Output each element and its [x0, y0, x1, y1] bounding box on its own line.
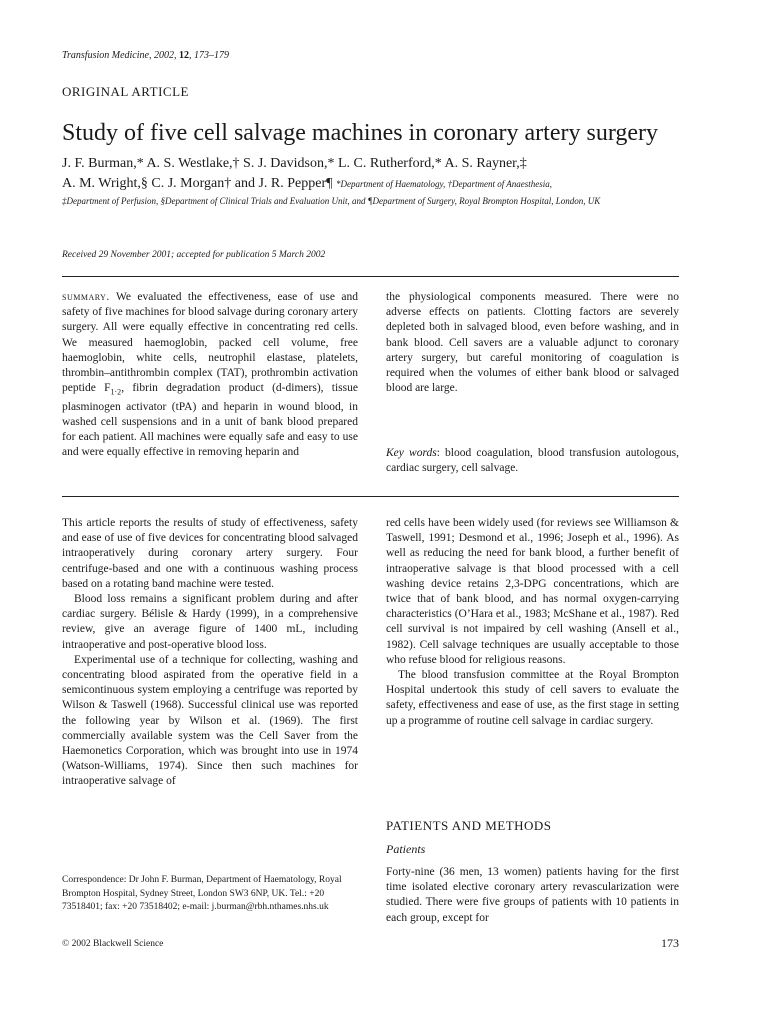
authors-line-2: [62, 174, 712, 194]
copyright-notice: © 2002 Blackwell Science: [62, 939, 164, 949]
summary-label: summary.: [62, 291, 110, 303]
body-paragraph: Forty-nine (36 men, 13 women) patients having for the first time isolated elective coronary artery revascularization were studied. There were five groups of patients with 10 patients in each group, except for: [386, 866, 679, 924]
abstract-subscript: 1·2: [110, 387, 122, 397]
body-paragraph: Experimental use of a technique for collecting, washing and concentrating blood aspirated from the operative field in a semicontinuous system employing a centrifuge was reported by Wilson & Taswell (1968). Successful clinical use was reported the following year by Wilson et al. (1969). The first commercially available system was the Cell Saver from the Haemonetics Corporation, which was brought into use in 1974 (Watson-Williams, 1974). Since then such machines for intraoperative salvage of: [62, 653, 358, 788]
body-paragraph: Blood loss remains a significant problem during and after cardiac surgery. Bélisle & Hardy (1999), in a comprehensive review, give an average figure of 1400 mL, including intraoperative and post-operative blood loss.: [62, 593, 358, 651]
abstract-left: [62, 290, 358, 461]
abstract-bottom-rule: [62, 496, 679, 497]
journal-volume: 12: [178, 50, 189, 61]
article-type-label: ORIGINAL ARTICLE: [62, 84, 189, 99]
article-title: Study of five cell salvage machines in coronary artery surgery: [62, 120, 659, 146]
authors-line-2-text: A. M. Wright,§ C. J. Morgan† and J. R. Pepper¶: [62, 176, 333, 191]
affiliation-inline: *Department of Haematology, †Department of Anaesthesia,: [335, 179, 553, 189]
keywords: [386, 446, 679, 476]
abstract-top-rule: [62, 276, 679, 277]
page-number: 173: [661, 936, 679, 950]
abstract-text-left-b: , fibrin degradation product (d-dimers), tissue plasminogen activator (tPA) and heparin in wound blood, in washed cell suspensions and in a unit of bank blood prepared for each patient. All machines were equally safe and easy to use and were equally effective in removing heparin and: [62, 382, 358, 459]
body-left-column: [62, 516, 358, 790]
author-list: [62, 154, 712, 194]
affiliation-line: ‡Department of Perfusion, §Department of Clinical Trials and Evaluation Unit, and ¶Department of Surgery, Royal Brompton Hospital, London, UK: [62, 196, 601, 206]
journal-pages: , 173–179: [188, 50, 229, 61]
keywords-text: : blood coagulation, blood transfusion autologous, cardiac surgery, cell salvage.: [386, 447, 679, 475]
section-heading: PATIENTS AND METHODS: [386, 818, 552, 833]
authors-line-1: J. F. Burman,* A. S. Westlake,† S. J. Davidson,* L. C. Rutherford,* A. S. Rayner,‡: [62, 156, 527, 171]
subsection-heading: Patients: [386, 842, 426, 856]
keywords-label: Key words: [386, 447, 437, 459]
abstract-right: the physiological components measured. There were no adverse effects on patients. Clotting factors are severely depleted both in salvaged blood, even before washing, and in bank blood. Cell savers are a valuable adjunct to coronary artery surgery, but careful monitoring of coagulation is required when the volumes of either bank blood or salvaged blood are large.: [386, 291, 679, 395]
body-paragraph: This article reports the results of study of effectiveness, safety and ease of use of five devices for concentrating blood salvaged intraoperatively during coronary artery surgery. Four centrifuge-based and one with a continuous washing process based on a rotating band machine were tested.: [62, 517, 358, 590]
abstract-text-left-a: We evaluated the effectiveness, ease of use and safety of five machines for blood salvage during coronary artery surgery. All were equally effective in concentrating red cells. We measured haemoglobin, packed cell volume, free haemoglobin, white cells, neutrophil elastase, platelets, thrombin–antithrombin complex (TAT), prothrombin activation peptide F: [62, 291, 359, 395]
body-right-column: [386, 516, 679, 729]
journal-name: Transfusion Medicine: [62, 50, 149, 61]
correspondence-note: Correspondence: Dr John F. Burman, Department of Haematology, Royal Brompton Hospital, Sydney Street, London SW3 6NP, UK. Tel.: +20 73518401; fax: +20 73518402; e-mail: j.burman@rbh.nthames.nhs.uk: [62, 875, 342, 912]
journal-citation: [62, 50, 229, 61]
journal-year: , 2002,: [148, 50, 179, 61]
body-paragraph: The blood transfusion committee at the Royal Brompton Hospital undertook this study of cell savers to evaluate the safety, effectiveness and ease of use, as the first stage in setting up a programme of routine cell salvage in cardiac surgery.: [386, 669, 679, 727]
received-dates: Received 29 November 2001; accepted for publication 5 March 2002: [62, 250, 326, 260]
body-paragraph: red cells have been widely used (for reviews see Williamson & Taswell, 1991; Desmond et al., 1996; Joseph et al., 1996). As well as reducing the need for bank blood, a further benefit of intraoperative salvage is that blood processed with a cell washing device retains 2,3-DPG concentrations, which are twice that of bank blood, and has normal oxygen-carrying characteristics (O’Hara et al., 1983; McShane et al., 1987). Red cell survival is not impaired by cell washing (Ansell et al., 1982). Cell salvage techniques are usually acceptable to those who refuse blood for religious reasons.: [386, 517, 679, 666]
